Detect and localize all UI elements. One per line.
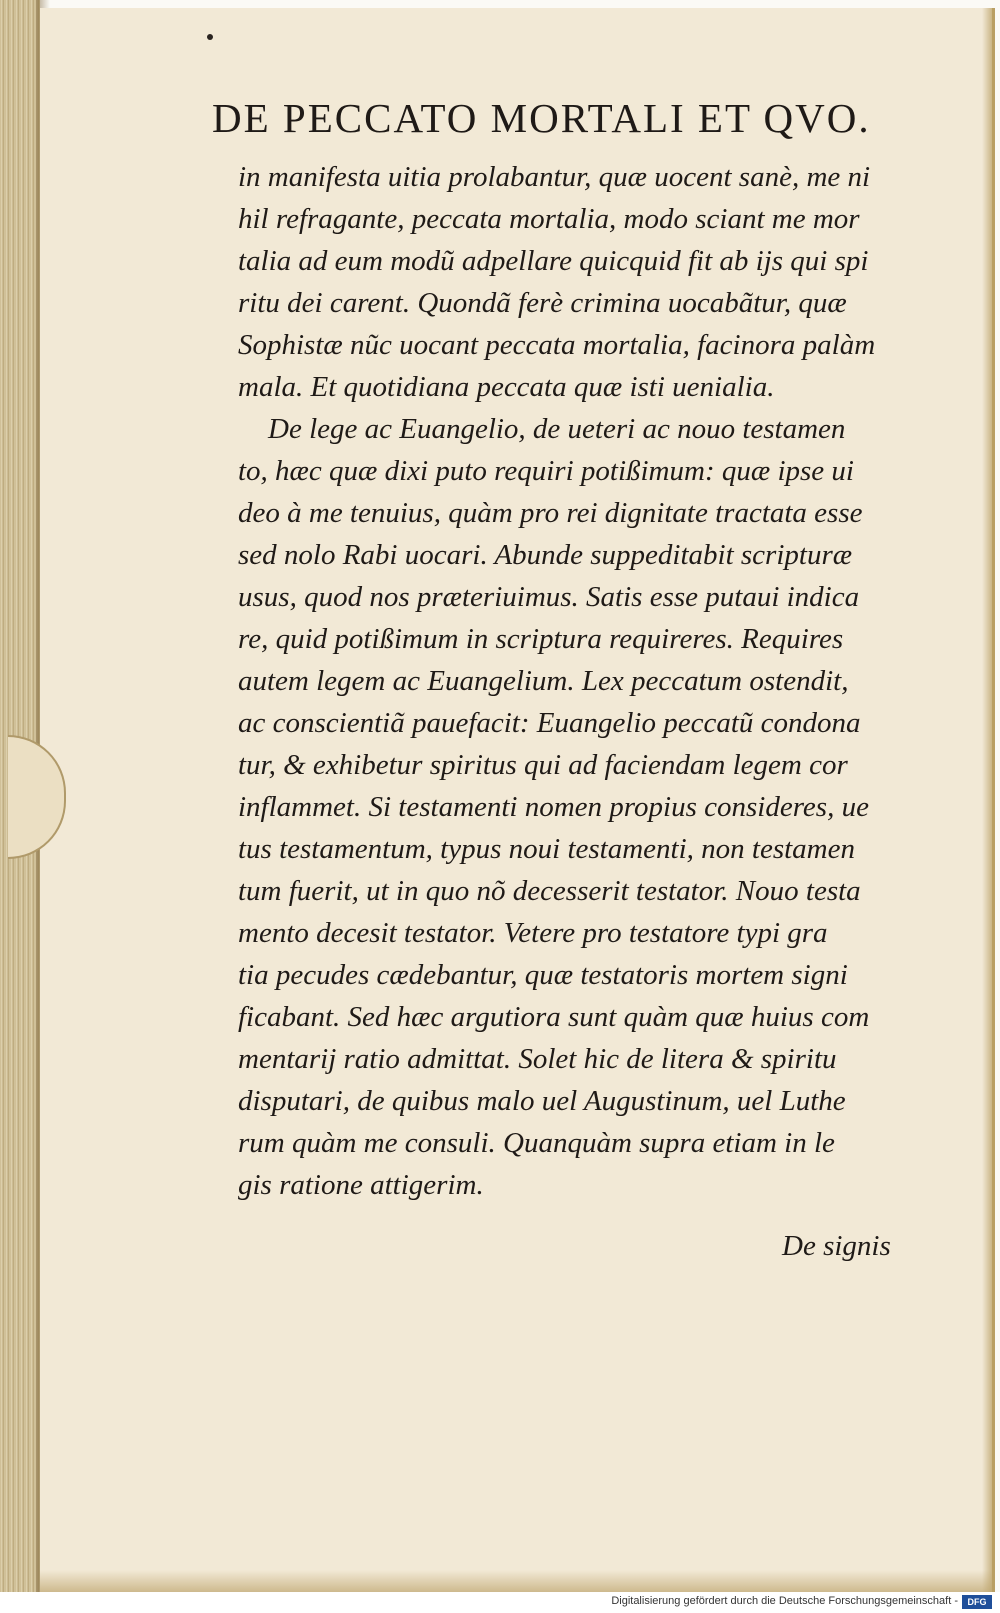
text-line: disputari, de quibus malo uel Augustinum, uel Luthe — [238, 1085, 846, 1117]
body-text — [238, 156, 908, 1206]
text-line: ac conscientiã pauefacit: Euangelio peccatũ condona — [238, 707, 861, 739]
text-line: De lege ac Euangelio, de ueteri ac nouo testamen — [268, 413, 846, 445]
text-line: tum fuerit, ut in quo nõ decesserit testator. Nouo testa — [238, 875, 861, 907]
text-line: gis ratione attigerim. — [238, 1169, 484, 1201]
text-line: mentarij ratio admittat. Solet hic de litera & spiritu — [238, 1043, 837, 1075]
text-line: deo à me tenuius, quàm pro rei dignitate tractata esse — [238, 497, 863, 529]
text-line: sed nolo Rabi uocari. Abunde suppeditabit scripturæ — [238, 539, 853, 571]
text-line: ritu dei carent. Quondã ferè crimina uocabãtur, quæ — [238, 287, 847, 319]
footer-bar — [0, 1592, 1000, 1613]
text-line: to, hæc quæ dixi puto requiri potißimum: quæ ipse ui — [238, 455, 854, 487]
running-head: DE PECCATO MORTALI ET QVO. — [212, 95, 871, 141]
funding-credit: Digitalisierung gefördert durch die Deutsche Forschungsgemeinschaft - — [611, 1595, 958, 1607]
text-line: usus, quod nos præteriuimus. Satis esse putaui indica — [238, 581, 860, 613]
text-line: mento decesit testator. Vetere pro testatore typi gra — [238, 917, 828, 949]
page-bottom-edge — [40, 1570, 992, 1592]
catchword: De signis — [782, 1230, 891, 1262]
text-line: mala. Et quotidiana peccata quæ isti uenialia. — [238, 371, 775, 403]
text-line: rum quàm me consuli. Quanquàm supra etiam in le — [238, 1127, 835, 1159]
ink-spot — [207, 34, 213, 40]
text-line: autem legem ac Euangelium. Lex peccatum ostendit, — [238, 665, 849, 697]
text-line: in manifesta uitia prolabantur, quæ uocent sanè, me ni — [238, 161, 871, 193]
text-line: hil refragante, peccata mortalia, modo sciant me mor — [238, 203, 860, 235]
page-right-edge — [982, 8, 992, 1592]
text-line: Sophistæ nũc uocant peccata mortalia, facinora palàm — [238, 329, 876, 361]
dfg-logo-icon: DFG — [962, 1595, 992, 1609]
text-line: talia ad eum modũ adpellare quicquid fit ab ijs qui spi — [238, 245, 869, 277]
text-line: inflammet. Si testamenti nomen propius consideres, ue — [238, 791, 869, 823]
text-line: re, quid potißimum in scriptura requireres. Requires — [238, 623, 844, 655]
text-line: tia pecudes cædebantur, quæ testatoris mortem signi — [238, 959, 848, 991]
text-line: tus testamentum, typus noui testamenti, non testamen — [238, 833, 855, 865]
text-line: tur, & exhibetur spiritus qui ad faciendam legem cor — [238, 749, 848, 781]
text-line: ficabant. Sed hæc argutiora sunt quàm quæ huius com — [238, 1001, 870, 1033]
